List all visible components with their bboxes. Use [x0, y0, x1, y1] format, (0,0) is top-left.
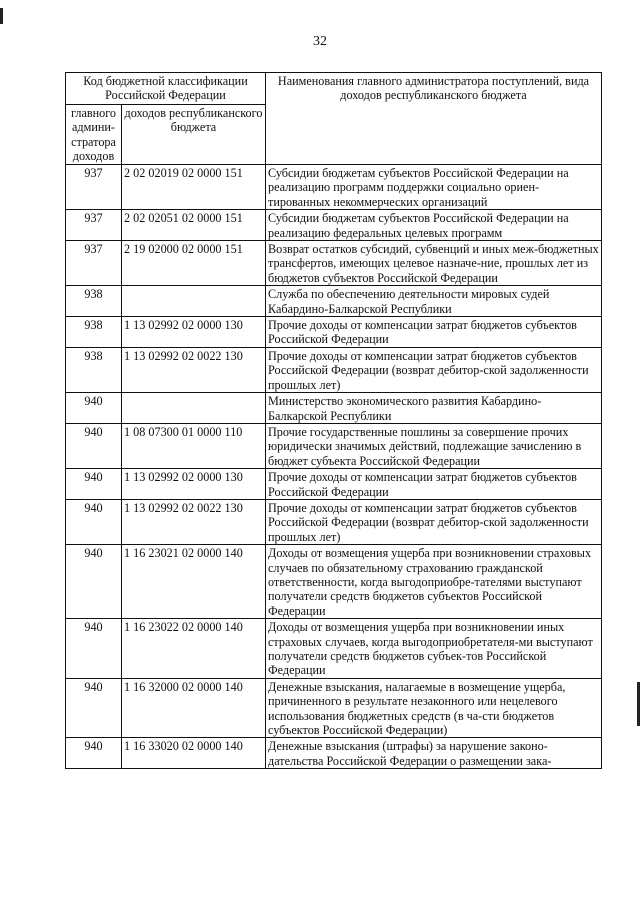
budget-classification-table	[65, 72, 602, 769]
header-administrator-name: Наименования главного администратора поступлений, вида доходов республиканского бюджета	[266, 73, 602, 165]
table-row	[66, 469, 602, 500]
income-name-cell: Доходы от возмещения ущерба при возникновении иных страховых случаев, когда выгодоприобретателя-ми выступают получатели средств бюджетов субъек-тов Российской Федерации	[266, 619, 602, 679]
income-name-cell: Денежные взыскания (штрафы) за нарушение законо-дательства Российской Федерации о размещении зака-	[266, 738, 602, 769]
admin-code-cell: 940	[66, 423, 122, 468]
income-name-cell: Доходы от возмещения ущерба при возникновении страховых случаев по обязательному страхованию гражданской ответственности, когда выгодоприобре-тателями выступают получатели средств бюджетов субъектов Российской Федерации	[266, 545, 602, 619]
income-code-cell	[122, 393, 266, 424]
table-row	[66, 241, 602, 286]
admin-code-cell: 940	[66, 738, 122, 769]
header-republic-income: доходов республиканского бюджета	[122, 105, 266, 165]
table-row	[66, 286, 602, 317]
header-row-group	[66, 73, 602, 105]
income-code-cell: 1 13 02992 02 0022 130	[122, 347, 266, 392]
table-row	[66, 619, 602, 679]
table-row	[66, 317, 602, 348]
table-row	[66, 423, 602, 468]
admin-code-cell: 937	[66, 241, 122, 286]
table-row	[66, 347, 602, 392]
income-name-cell: Субсидии бюджетам субъектов Российской Федерации на реализацию федеральных целевых программ	[266, 210, 602, 241]
income-code-cell: 1 16 32000 02 0000 140	[122, 678, 266, 738]
income-code-cell: 1 16 23022 02 0000 140	[122, 619, 266, 679]
admin-code-cell: 940	[66, 499, 122, 544]
income-code-cell: 1 13 02992 02 0022 130	[122, 499, 266, 544]
table-row	[66, 545, 602, 619]
admin-code-cell: 937	[66, 165, 122, 210]
admin-code-cell: 940	[66, 469, 122, 500]
table-row	[66, 393, 602, 424]
admin-code-cell: 940	[66, 619, 122, 679]
income-code-cell: 1 08 07300 01 0000 110	[122, 423, 266, 468]
income-name-cell: Министерство экономического развития Кабардино-Балкарской Республики	[266, 393, 602, 424]
header-classification-code: Код бюджетной классификации Российской Федерации	[66, 73, 266, 105]
income-code-cell: 1 16 23021 02 0000 140	[122, 545, 266, 619]
table-row	[66, 499, 602, 544]
admin-code-cell: 940	[66, 678, 122, 738]
income-code-cell: 1 13 02992 02 0000 130	[122, 317, 266, 348]
header-main-administrator: главного админи-стратора доходов	[66, 105, 122, 165]
admin-code-cell: 940	[66, 393, 122, 424]
income-code-cell: 2 02 02051 02 0000 151	[122, 210, 266, 241]
table-row	[66, 678, 602, 738]
income-name-cell: Возврат остатков субсидий, субвенций и иных меж-бюджетных трансфертов, имеющих целевое назначе-ние, прошлых лет из бюджетов субъектов Российской Федерации	[266, 241, 602, 286]
admin-code-cell: 940	[66, 545, 122, 619]
table-row	[66, 738, 602, 769]
admin-code-cell: 937	[66, 210, 122, 241]
admin-code-cell: 938	[66, 286, 122, 317]
income-name-cell: Прочие доходы от компенсации затрат бюджетов субъектов Российской Федерации (возврат дебитор-ской задолженности прошлых лет)	[266, 347, 602, 392]
page-number: 32	[313, 34, 327, 49]
income-code-cell: 2 02 02019 02 0000 151	[122, 165, 266, 210]
income-name-cell: Прочие доходы от компенсации затрат бюджетов субъектов Российской Федерации (возврат дебитор-ской задолженности прошлых лет)	[266, 499, 602, 544]
table-row	[66, 165, 602, 210]
income-code-cell: 2 19 02000 02 0000 151	[122, 241, 266, 286]
table-body	[66, 165, 602, 769]
admin-code-cell: 938	[66, 347, 122, 392]
income-name-cell: Прочие доходы от компенсации затрат бюджетов субъектов Российской Федерации	[266, 469, 602, 500]
scan-margin-mark	[0, 8, 3, 24]
income-name-cell: Служба по обеспечению деятельности мировых судей Кабардино-Балкарской Республики	[266, 286, 602, 317]
admin-code-cell: 938	[66, 317, 122, 348]
table-header	[66, 73, 602, 165]
table-row	[66, 210, 602, 241]
income-name-cell: Прочие государственные пошлины за совершение прочих юридически значимых действий, подлежащие зачислению в бюджет субъекта Российской Федерации	[266, 423, 602, 468]
income-name-cell: Прочие доходы от компенсации затрат бюджетов субъектов Российской Федерации	[266, 317, 602, 348]
income-name-cell: Денежные взыскания, налагаемые в возмещение ущерба, причиненного в результате незаконного или нецелевого использования бюджетных средств (в ча-сти бюджетов субъектов Российской Федерации)	[266, 678, 602, 738]
income-code-cell: 1 13 02992 02 0000 130	[122, 469, 266, 500]
income-code-cell: 1 16 33020 02 0000 140	[122, 738, 266, 769]
income-code-cell	[122, 286, 266, 317]
income-name-cell: Субсидии бюджетам субъектов Российской Федерации на реализацию программ поддержки социально ориен-тированных некоммерческих организаций	[266, 165, 602, 210]
